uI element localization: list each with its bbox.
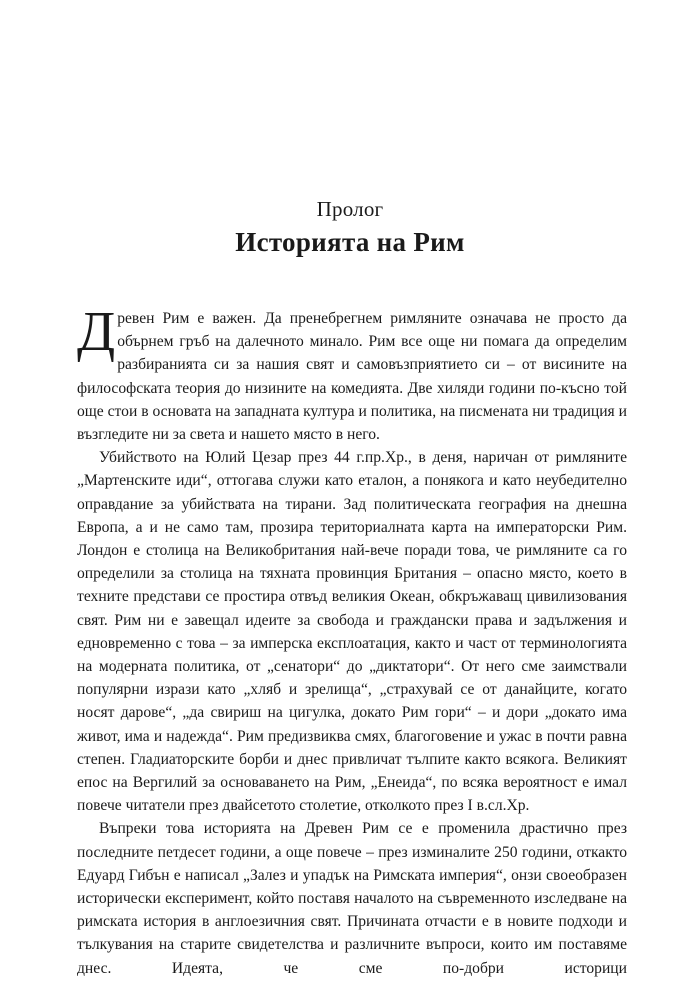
- paragraph-1-text: ревен Рим е важен. Да пренебрегнем римляните означава не просто да обърнем гръб на далечното минало. Рим все още ни помага да определим разбиранията си за нашия свят и самовъзприятието си – от висините на философската теория до низините на комедията. Две хиляди години по-късно той още стои в основата на западната култура и политика, на писмената ни традиция и възгледите ни за света и нашето място в него.: [77, 310, 627, 444]
- chapter-title: Историята на Рим: [235, 227, 465, 257]
- paragraph-1: [77, 301, 627, 446]
- paragraph-2: Убийството на Юлий Цезар през 44 г.пр.Хр., в деня, наричан от римляните „Мартенските иди“, оттогава служи като еталон, а понякога и като неубедително оправдание за убийствата на тирани. Зад политическата география на днешна Европа, а и не само там, прозира териториалната карта на императорски Рим. Лондон е столица на Великобритания най-вече поради това, че римляните са го определили за столица на тяхната провинция Британия – опасно място, което в техните представи се простира отвъд великия Океан, обкръжаващ цивилизования свят. Рим ни е завещал идеите за свобода и граждански права и задължения и едновременно с това – за имперска експлоатация, както и част от терминологията на модерната политика, от „сенатори“ до „диктатори“. От него сме заимствали популярни изрази като „хляб и зрелища“, „страхувай се от данайците, когато носят дарове“, „да свириш на цигулка, докато Рим гори“ – и дори „докато има живот, има и надежда“. Рим предизвиква смях, благоговение и ужас в почти равна степен. Гладиаторските борби и днес привличат тълпите както всякога. Великият епос на Вергилий за основаването на Рим, „Енеида“, по всяка вероятност е имал повече читатели през двайсетото столетие, отколкото през I в.сл.Хр.: [77, 449, 627, 815]
- drop-cap: Д: [77, 301, 116, 363]
- body-text: [77, 301, 627, 980]
- chapter-label: Пролог: [316, 197, 384, 221]
- paragraph-3: Въпреки това историята на Древен Рим се е променила драстично през последните петдесет години, а още повече – през изминалите 250 години, откакто Едуард Гибън е написал „Залез и упадък на Римската империя“, онзи своеобразен исторически експеримент, който поставя началото на съвременното изследване на римската история в англоезичния свят. Причината отчасти е в новите подходи и тълкувания на старите свидетелства и различните въпроси, които им поставяме днес. Идеята, че сме по-добри историци: [77, 820, 627, 977]
